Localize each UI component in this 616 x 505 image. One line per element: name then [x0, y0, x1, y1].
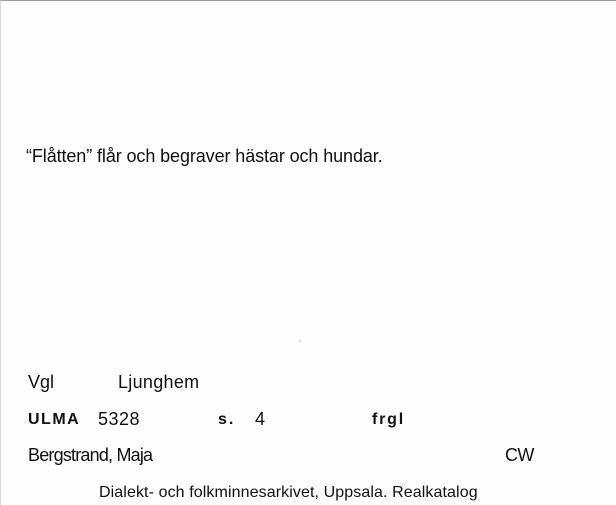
page-number: 4: [255, 409, 266, 429]
page-label: s.: [218, 411, 236, 428]
recorder-initials: CW: [505, 445, 534, 465]
record-text: “Flåtten” flår och begraver hästar och hundar.: [26, 146, 383, 166]
author-name: Bergstrand, Maja: [28, 445, 153, 465]
archive-code: ULMA: [28, 411, 81, 428]
category-code: frgl: [372, 411, 405, 428]
paper-speck: [299, 340, 301, 342]
archive-number: 5328: [98, 409, 141, 429]
region-code: Vgl: [28, 372, 55, 392]
place-name: Ljunghem: [118, 372, 200, 392]
archive-footer: Dialekt- och folkminnesarkivet, Uppsala. Realkatalog: [99, 484, 478, 501]
